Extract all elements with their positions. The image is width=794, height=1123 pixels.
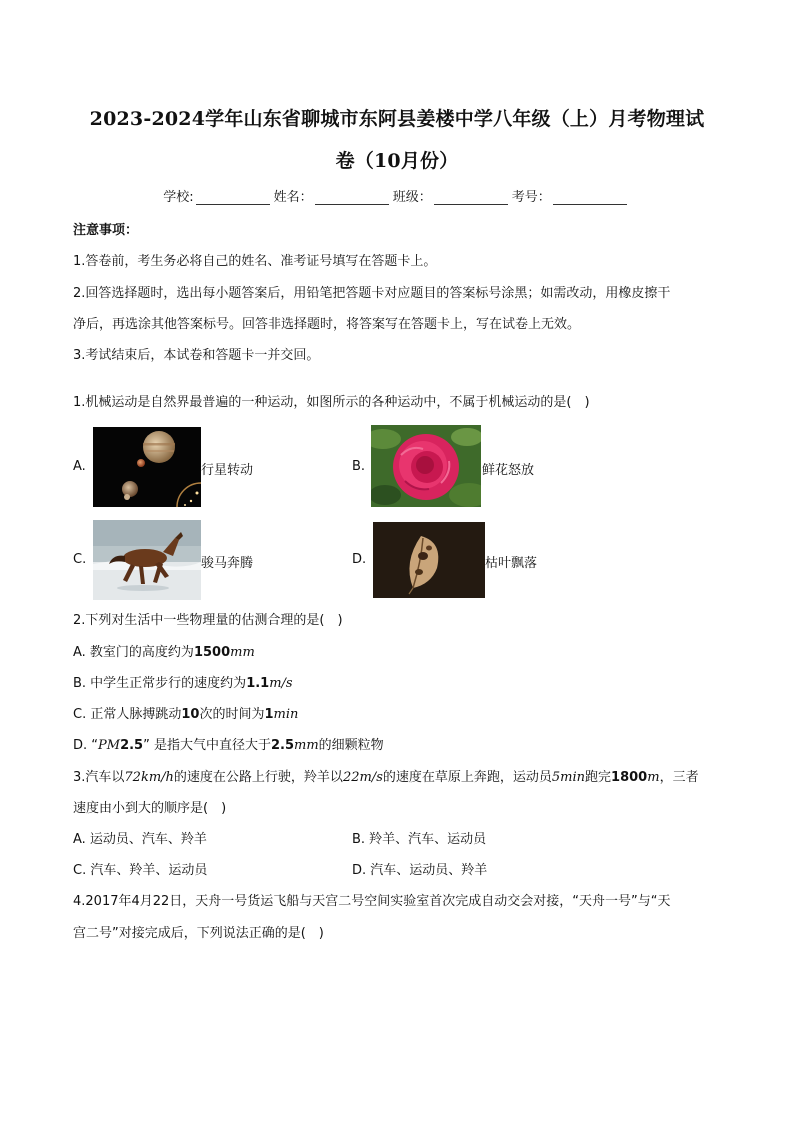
- horse-illustration: [93, 520, 201, 600]
- exam-no-label: 考号：: [511, 190, 551, 205]
- q1-option-d-caption: 枯叶飘落: [485, 556, 538, 571]
- q1-option-d-label[interactable]: D.: [352, 552, 367, 567]
- planets-illustration: [93, 427, 201, 507]
- q1-option-a-caption: 行星转动: [201, 463, 254, 478]
- q3-option-c[interactable]: C. 汽车、羚羊、运动员: [73, 863, 208, 878]
- q3-value-4: 1800: [611, 770, 648, 785]
- q3-option-b[interactable]: B. 羚羊、汽车、运动员: [352, 832, 487, 847]
- notice-heading: 注意事项：: [73, 223, 139, 238]
- horse-image: [93, 520, 201, 600]
- q3-option-d[interactable]: D. 汽车、运动员、羚羊: [352, 863, 488, 878]
- q2-d-number2: 2.5: [270, 738, 295, 753]
- leaf-image: [373, 522, 485, 598]
- q3-option-a[interactable]: A. 运动员、汽车、羚羊: [73, 832, 207, 847]
- q2-a-number: 1500: [193, 645, 231, 660]
- q2-d-number: 2.5: [120, 738, 144, 753]
- q3-value-3: 5: [551, 770, 561, 785]
- q3-value-1: 72: [124, 770, 141, 785]
- q2-b-unit: m/s: [269, 676, 293, 691]
- q2-a-text: A. 教室门的高度约为: [73, 645, 194, 660]
- q2-c-number2: 1: [264, 707, 274, 722]
- class-label: 班级：: [392, 190, 432, 205]
- q2-option-a[interactable]: [73, 641, 255, 660]
- q1-option-c-label[interactable]: C.: [73, 552, 87, 567]
- school-label: 学校:: [163, 190, 194, 205]
- q2-d-text: D. “: [73, 738, 99, 753]
- q4-stem-line1: 4.2017年4月22日，天舟一号货运飞船与天宫二号空间实验室首次完成自动交会对接，“天舟一号”与“天: [73, 894, 671, 909]
- q2-option-b[interactable]: [73, 672, 293, 691]
- q3-stem-line1: [73, 766, 699, 785]
- q4-stem-line2: 宫二号”对接完成后，下列说法正确的是( ): [73, 926, 324, 941]
- notice-item-1: 1.答卷前，考生务必将自己的姓名、准考证号填写在答题卡上。: [73, 254, 437, 269]
- name-blank[interactable]: [315, 192, 389, 205]
- q2-d-pm: PM: [98, 738, 121, 753]
- name-label: 姓名：: [273, 190, 313, 205]
- q2-d-unit: mm: [294, 738, 319, 753]
- q3-text-1: 3.汽车以: [73, 770, 125, 785]
- q3-text-4: 跑完: [585, 770, 612, 785]
- q1-option-b-caption: 鲜花怒放: [482, 463, 535, 478]
- q2-c-unit: min: [273, 707, 299, 722]
- q3-value-2: 22: [342, 770, 360, 785]
- q1-stem: 1.机械运动是自然界最普遍的一种运动，如图所示的各种运动中，不属于机械运动的是( ): [73, 395, 590, 410]
- q3-unit-4: m: [647, 770, 660, 785]
- q2-option-d[interactable]: [73, 734, 384, 753]
- q2-option-c[interactable]: [73, 703, 298, 722]
- q2-d-mid: ” 是指大气中直径大于: [143, 738, 271, 753]
- q2-b-number: 1.1: [246, 676, 270, 691]
- q3-text-3: 的速度在草原上奔跑，运动员: [382, 770, 552, 785]
- class-blank[interactable]: [434, 192, 508, 205]
- q2-a-unit: mm: [230, 645, 255, 660]
- q3-stem-line2: 速度由小到大的顺序是( ): [73, 801, 227, 816]
- q1-option-c-caption: 骏马奔腾: [201, 556, 254, 571]
- q2-c-mid: 次的时间为: [199, 707, 265, 722]
- planets-image: [93, 427, 201, 507]
- q3-unit-2: m/s: [359, 770, 383, 785]
- exam-no-blank[interactable]: [553, 192, 627, 205]
- school-blank[interactable]: [196, 192, 270, 205]
- rose-image: [371, 425, 481, 507]
- exam-title-line1: 2023-2024学年山东省聊城市东阿县姜楼中学八年级（上）月考物理试: [89, 108, 705, 130]
- q1-option-a-label[interactable]: A.: [73, 459, 86, 474]
- rose-illustration: [371, 425, 481, 507]
- notice-item-2a: 2.回答选择题时，选出每小题答案后，用铅笔把答题卡对应题目的答案标号涂黑；如需改动，用橡皮擦干: [73, 286, 671, 301]
- q2-d-post: 的细颗粒物: [318, 738, 384, 753]
- q3-unit-1: km/h: [140, 770, 174, 785]
- q3-unit-3: min: [560, 770, 586, 785]
- q3-text-5: ，三者: [659, 770, 699, 785]
- q2-b-text: B. 中学生正常步行的速度约为: [73, 676, 247, 691]
- falling-leaf-illustration: [373, 522, 485, 598]
- q2-c-text: C. 正常人脉搏跳动: [73, 707, 182, 722]
- exam-title-line2: 卷（10月份）: [335, 150, 459, 172]
- notice-item-2b: 净后，再选涂其他答案标号。回答非选择题时，将答案写在答题卡上，写在试卷上无效。: [73, 317, 581, 332]
- notice-item-3: 3.考试结束后，本试卷和答题卡一并交回。: [73, 348, 320, 363]
- q1-option-b-label[interactable]: B.: [352, 459, 366, 474]
- q3-text-2: 的速度在公路上行驶，羚羊以: [173, 770, 343, 785]
- student-info-row: [0, 186, 794, 205]
- q2-c-number1: 10: [181, 707, 200, 722]
- q2-stem: 2.下列对生活中一些物理量的估测合理的是( ): [73, 613, 343, 628]
